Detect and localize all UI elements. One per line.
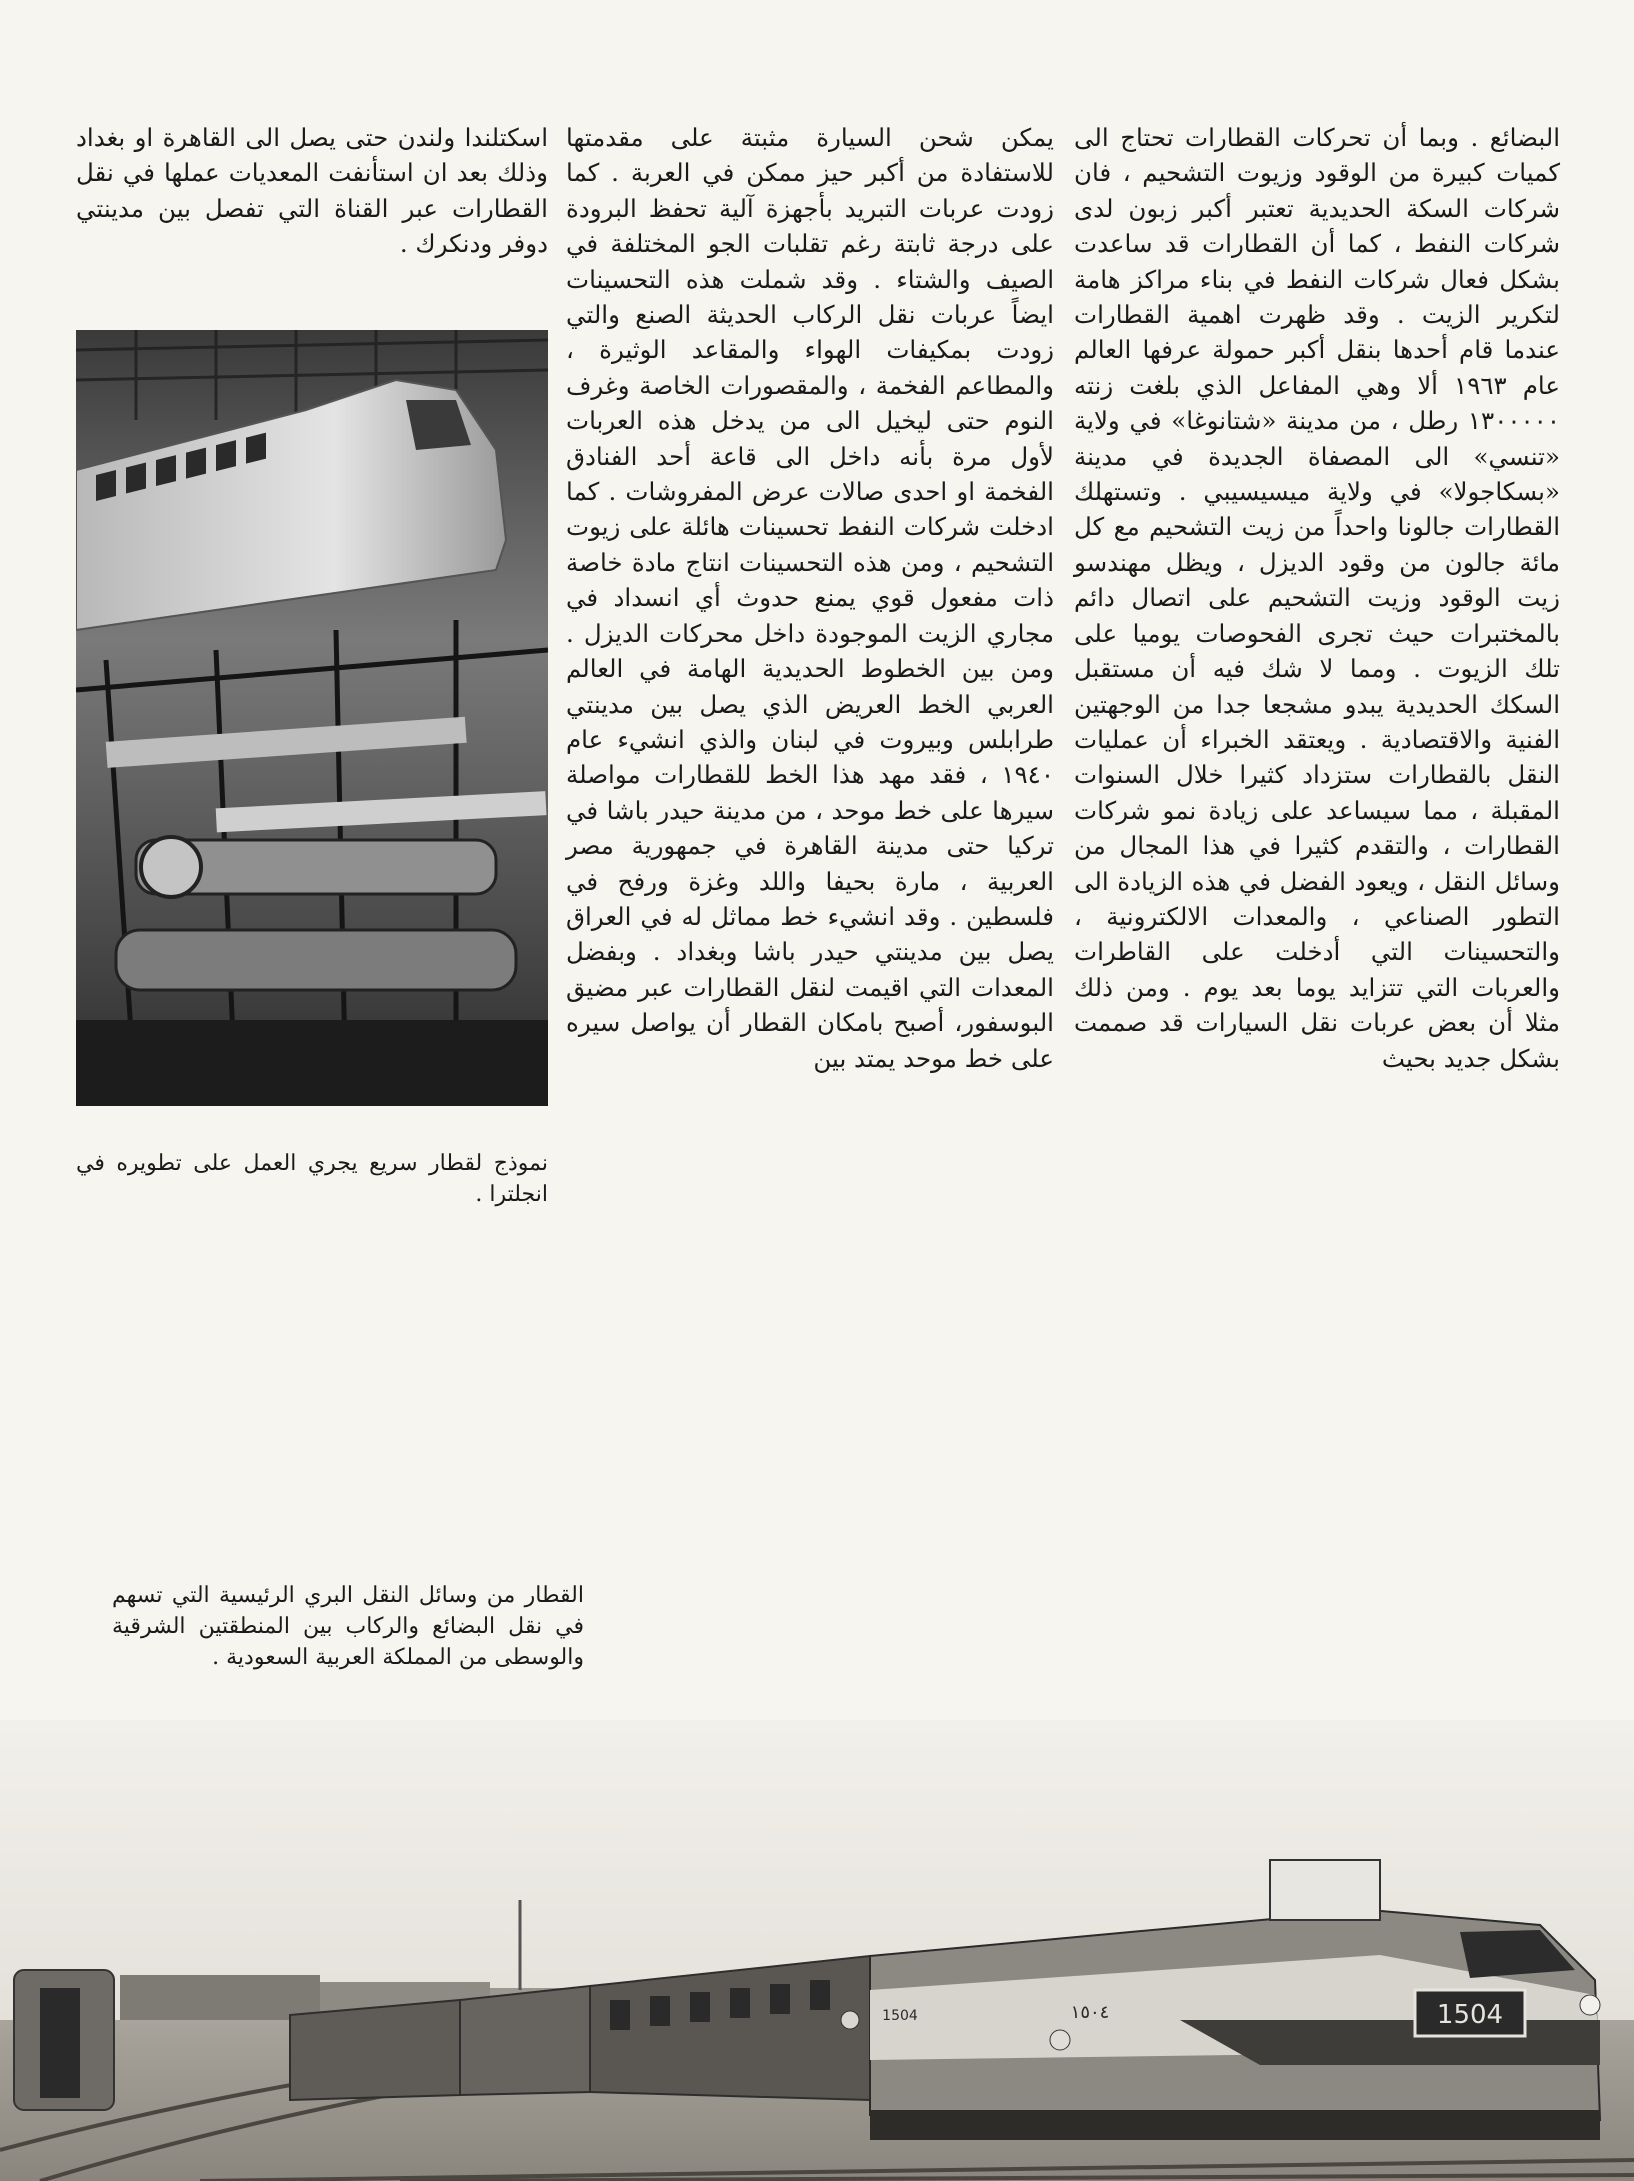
locomotive-number-plate: 1504 xyxy=(1436,2000,1504,2030)
locomotive-side-number: ١٥٠٤ xyxy=(1070,2002,1110,2023)
article-paragraph: البضائع . وبما أن تحركات القطارات تحتاج الى كميات كبيرة من الوقود وزيوت التشحيم ، فان شركات السكة الحديدية تعتبر أكبر زبون لدى شركات النفط ، كما أن القطارات قد ساعدت بشكل فعال شركات النفط في بناء مراكز هامة لتكرير الزيت . وقد ظهرت اهمية القطارات عندما قام أحدها بنقل أكبر حمولة عرفها العالم عام ١٩٦٣ ألا وهي المفاعل الذي بلغت زنته ١٣٠٠٠٠٠ رطل ، من مدينة «شتانوغا» في ولاية «تنسي» الى المصفاة الجديدة في مدينة «بسكاجولا» في ولاية ميسيسيبي . وتستهلك القطارات جالونا واحداً من زيت التشحيم مع كل مائة جالون من وقود الديزل ، ويظل مهندسو زيت الوقود وزيت التشحيم على اتصال دائم بالمختبرات حيث تجرى الفحوصات يوميا على تلك الزيوت . ومما لا شك فيه أن مستقبل السكك الحديدية يبدو مشجعا جدا من الوجهتين الفنية والاقتصادية . ويعتقد الخبراء أن عمليات النقل بالقطارات ستزداد كثيرا خلال السنوات المقبلة ، مما سيساعد على زيادة نمو شركات القطارات ، والتقدم كثيرا في هذا المجال من وسائل النقل ، ويعود الفضل في هذه الزيادة الى التطور الصناعي ، والمعدات الالكترونية ، والتحسينات التي أدخلت على القاطرات والعربات التي تتزايد يوما بعد يوم . ومن ذلك مثلا أن بعض عربات نقل السيارات قد صممت بشكل جديد بحيث xyxy=(1074,123,1560,1073)
caption-text: نموذج لقطار سريع يجري العمل على تطويره في انجلترا . xyxy=(76,1151,548,1207)
article-column-right xyxy=(1074,120,1560,1076)
caption-text: القطار من وسائل النقل البري الرئيسية التي تسهم في نقل البضائع والركاب بين المنطقتين الشرقية والوسطى من المملكة العربية السعودية . xyxy=(112,1583,584,1670)
prototype-train-illustration xyxy=(76,330,548,1106)
article-paragraph: اسكتلندا ولندن حتى يصل الى القاهرة او بغداد وذلك بعد ان استأنفت المعديات عملها في نقل القطارات عبر القناة التي تفصل بين مدينتي دوفر ودنكرك . xyxy=(76,123,548,259)
saudi-train-photo xyxy=(0,1720,1634,2181)
article-paragraph: يمكن شحن السيارة مثبتة على مقدمتها للاستفادة من أكبر حيز ممكن في العربة . كما زودت عربات التبريد بأجهزة آلية تحفظ البرودة على درجة ثابتة رغم تقلبات الجو المختلفة في الصيف والشتاء . وقد شملت هذه التحسينات ايضاً عربات نقل الركاب الحديثة الصنع والتي زودت بمكيفات الهواء والمقاعد الوثيرة ، والمطاعم الفخمة ، والمقصورات الخاصة وغرف النوم حتى ليخيل الى من يدخل هذه العربات لأول مرة بأنه داخل الى قاعة أحد الفنادق الفخمة او احدى صالات عرض المفروشات . كما ادخلت شركات النفط تحسينات هائلة على زيوت التشحيم ، ومن هذه التحسينات انتاج مادة خاصة ذات مفعول قوي يمنع حدوث أي انسداد في مجاري الزيت الموجودة داخل محركات الديزل . ومن بين الخطوط الحديدية الهامة في العالم العربي الخط العريض الذي يصل بين مدينتي طرابلس وبيروت في لبنان والذي انشيء عام ١٩٤٠ ، فقد مهد هذا الخط للقطارات مواصلة سيرها على خط موحد ، من مدينة حيدر باشا في تركيا حتى مدينة القاهرة في جمهورية مصر العربية ، مارة بحيفا واللد وغزة ورفح في فلسطين . وقد انشيء خط مماثل له في العراق يصل بين مدينتي حيدر باشا وبغداد . وبفضل المعدات التي اقيمت لنقل القطارات عبر مضيق البوسفور، أصبح بامكان القطار أن يواصل سيره على خط موحد يمتد بين xyxy=(566,123,1054,1073)
prototype-train-photo xyxy=(76,330,548,1106)
coach-number: 1504 xyxy=(882,2008,918,2024)
saudi-train-illustration xyxy=(0,1720,1634,2181)
article-column-middle xyxy=(566,120,1054,1076)
article-column-left xyxy=(76,120,548,262)
prototype-photo-caption xyxy=(76,1148,548,1210)
saudi-train-photo-caption xyxy=(112,1580,584,1673)
